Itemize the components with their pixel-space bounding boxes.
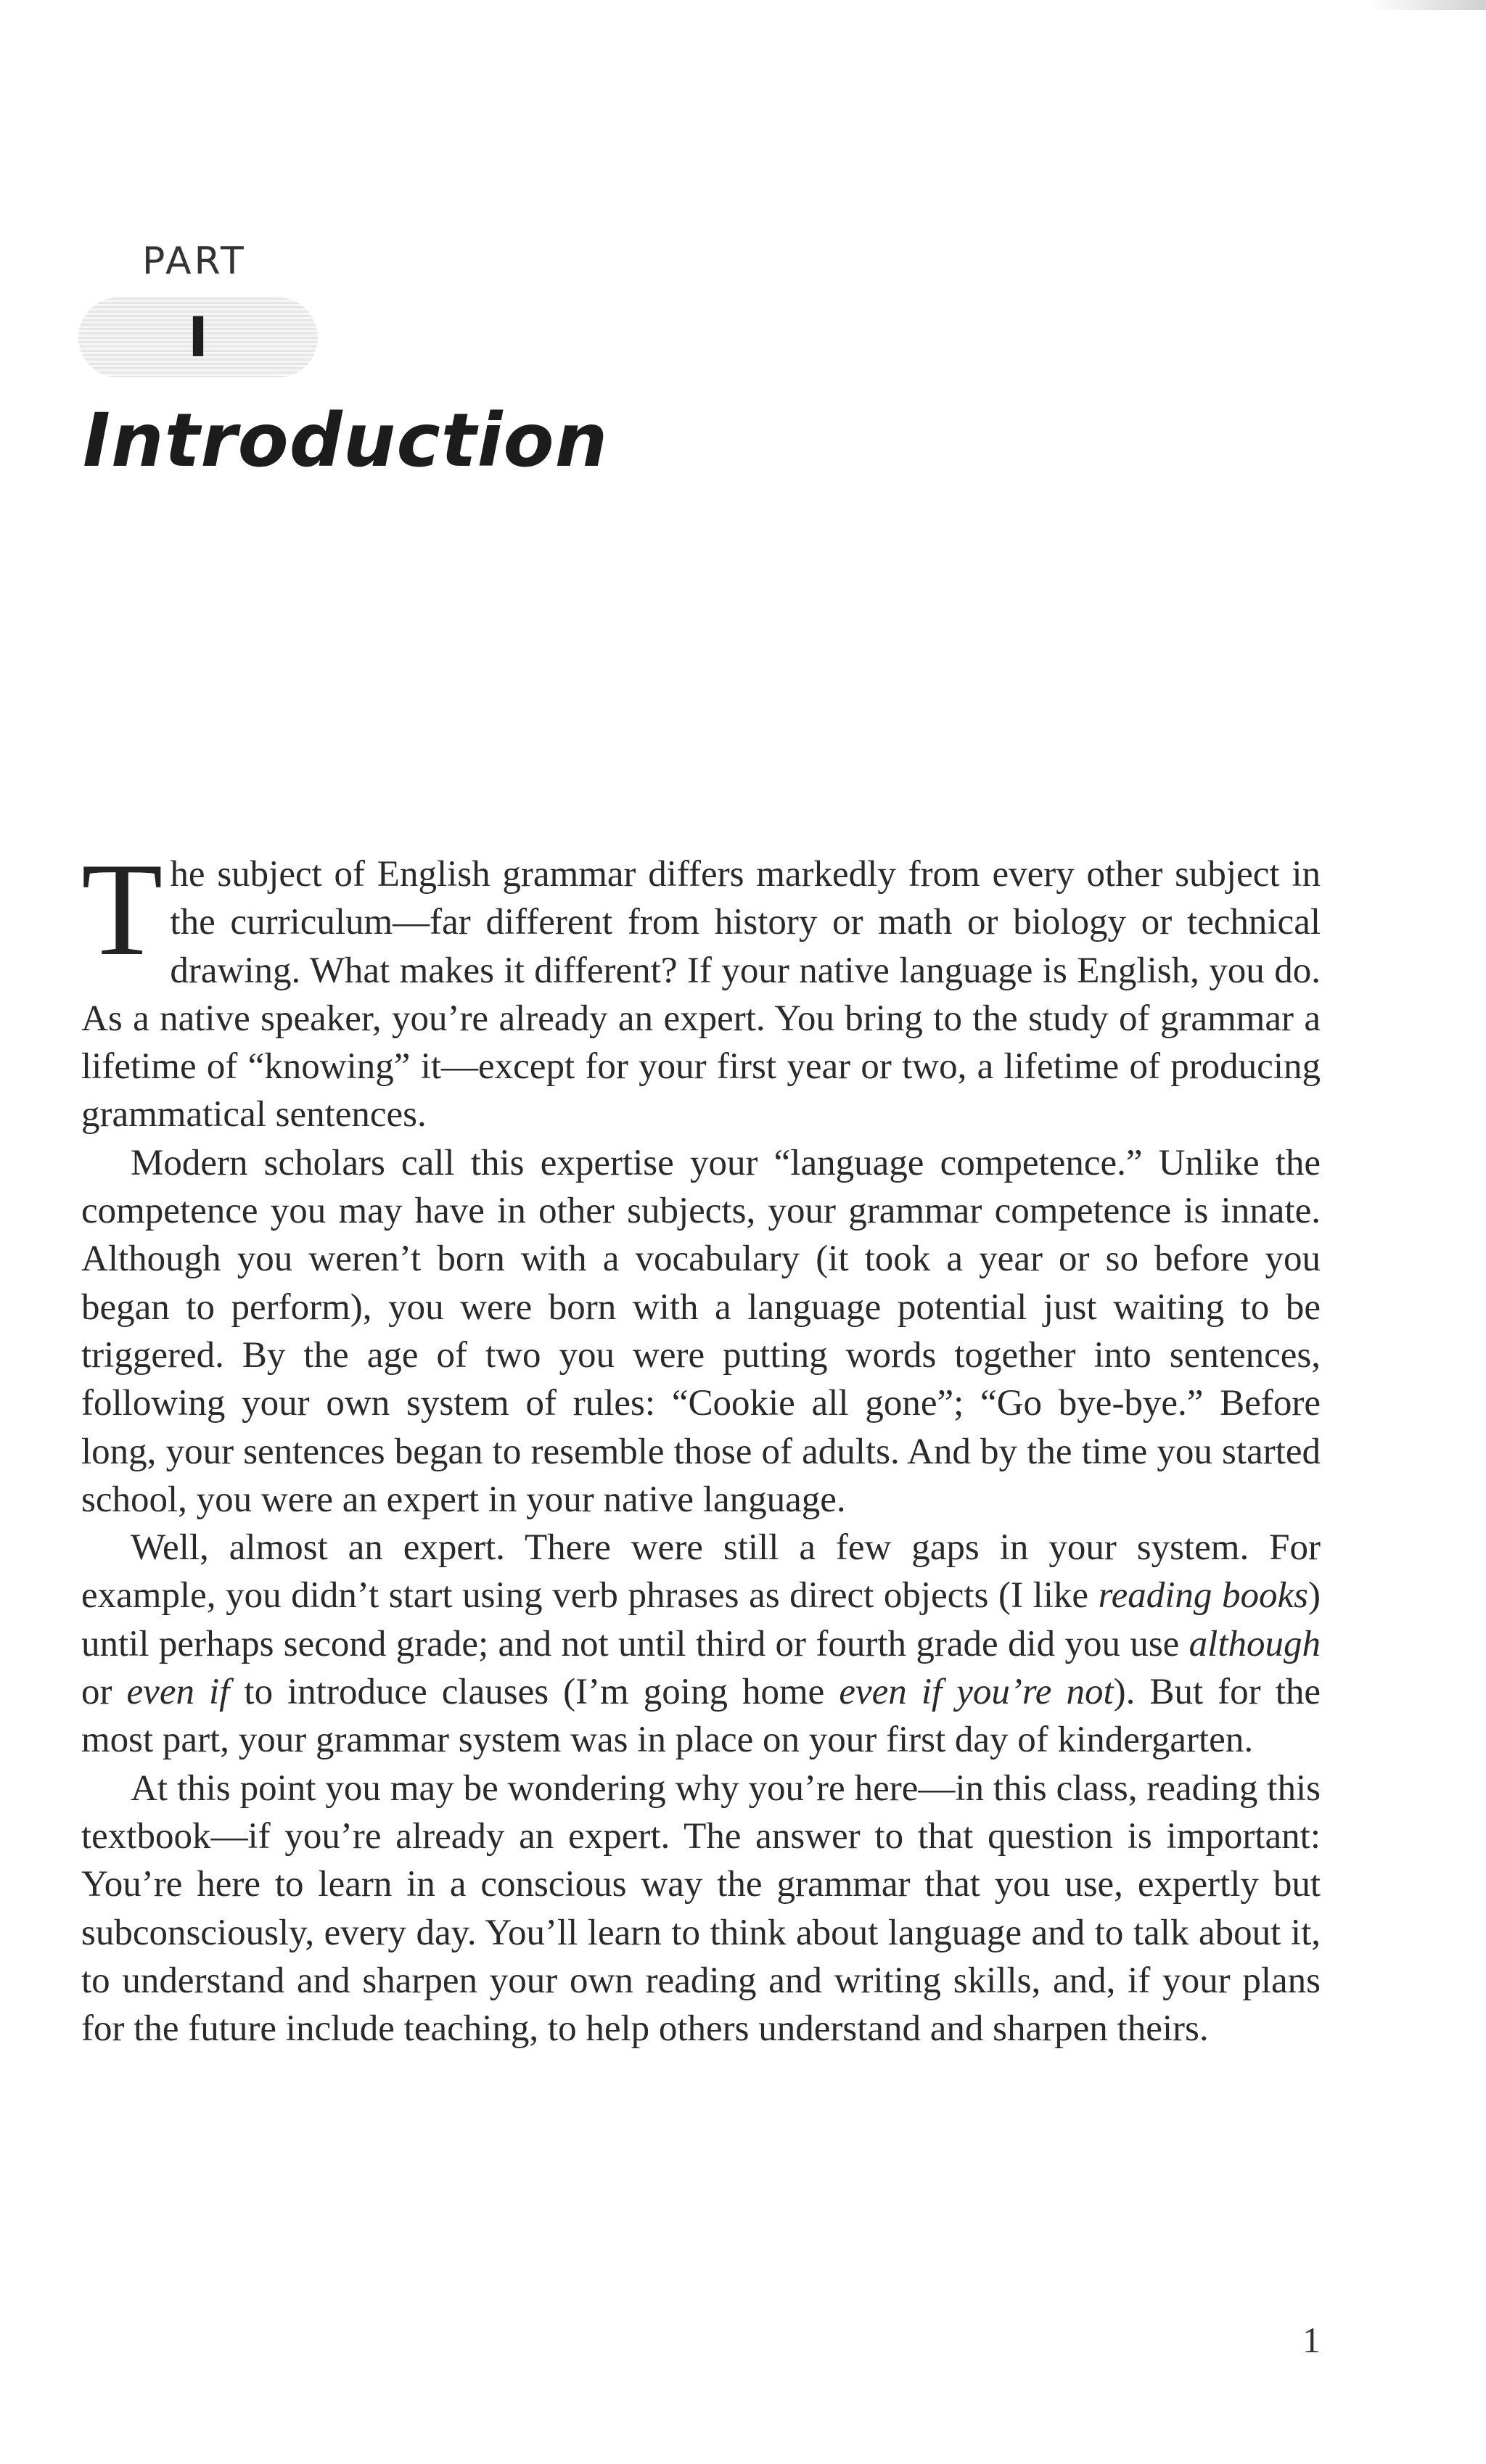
part-number: I (187, 305, 209, 369)
body-text (81, 835, 1321, 2053)
chapter-title: Introduction (83, 398, 609, 484)
part-number-badge (78, 297, 318, 377)
italic-example-even-if-youre-not: even if you’re not (839, 1672, 1114, 1713)
paragraph-2: Modern scholars call this expertise your “language competence.” Unlike the competence you may have in other subjects, your grammar competence is innate. Although you weren’t born with a vocabulary (it took a year or so before you began to perform), you were born with a language potential just waiting to be triggered. By the age of two you were putting words together into sentences, following your own system of rules: “Cookie all gone”; “Go bye-bye.” Before long, your sentences began to resemble those of adults. And by the time you started school, you were an expert in your native language. (81, 1142, 1321, 1520)
italic-example-even-if: even if (126, 1672, 230, 1713)
page-number: 1 (1302, 2320, 1321, 2360)
paragraph-1 (81, 835, 1321, 1139)
paragraph-3-text-a: Well, almost an expert. There were still a few gaps in your system. For example, you didn’t start using verb phrases as direct objects (I like (81, 1527, 1321, 1617)
paragraph-3-text-b: ) until perhaps second grade; and not until third or fourth grade did you use (81, 1575, 1321, 1664)
italic-example-reading-books: reading books (1098, 1575, 1308, 1617)
paragraph-3 (81, 1524, 1321, 1764)
paragraph-3-text-e: ). But for the most part, your grammar system was in place on your first day of kindergarten. (81, 1672, 1321, 1761)
drop-cap: T (81, 835, 163, 983)
part-label: PART (142, 239, 247, 283)
italic-example-although: although (1189, 1623, 1321, 1664)
paragraph-1-text: he subject of English grammar differs markedly from every other subject in the curriculum—far different from history or math or biology or technical drawing. What makes it different? If your native language is English, you do. As a native speaker, you’re already an expert. You bring to the study of grammar a lifetime of “knowing” it—except for your first year or two, a lifetime of producing grammatical sentences. (81, 854, 1321, 1136)
paragraph-3-text-c: or (81, 1672, 127, 1713)
paragraph-3-text-d: to introduce clauses (I’m going home (229, 1672, 840, 1713)
scan-edge-mark (1370, 0, 1486, 10)
paragraph-4: At this point you may be wondering why you’re here—in this class, reading this textbook—if you’re already an expert. The answer to that question is important: You’re here to learn in a conscious way the grammar that you use, expertly but subconsciously, every day. You’ll learn to think about language and to talk about it, to understand and sharpen your own reading and writing skills, and, if your plans for the future include teaching, to help others understand and sharpen theirs. (81, 1767, 1321, 2050)
